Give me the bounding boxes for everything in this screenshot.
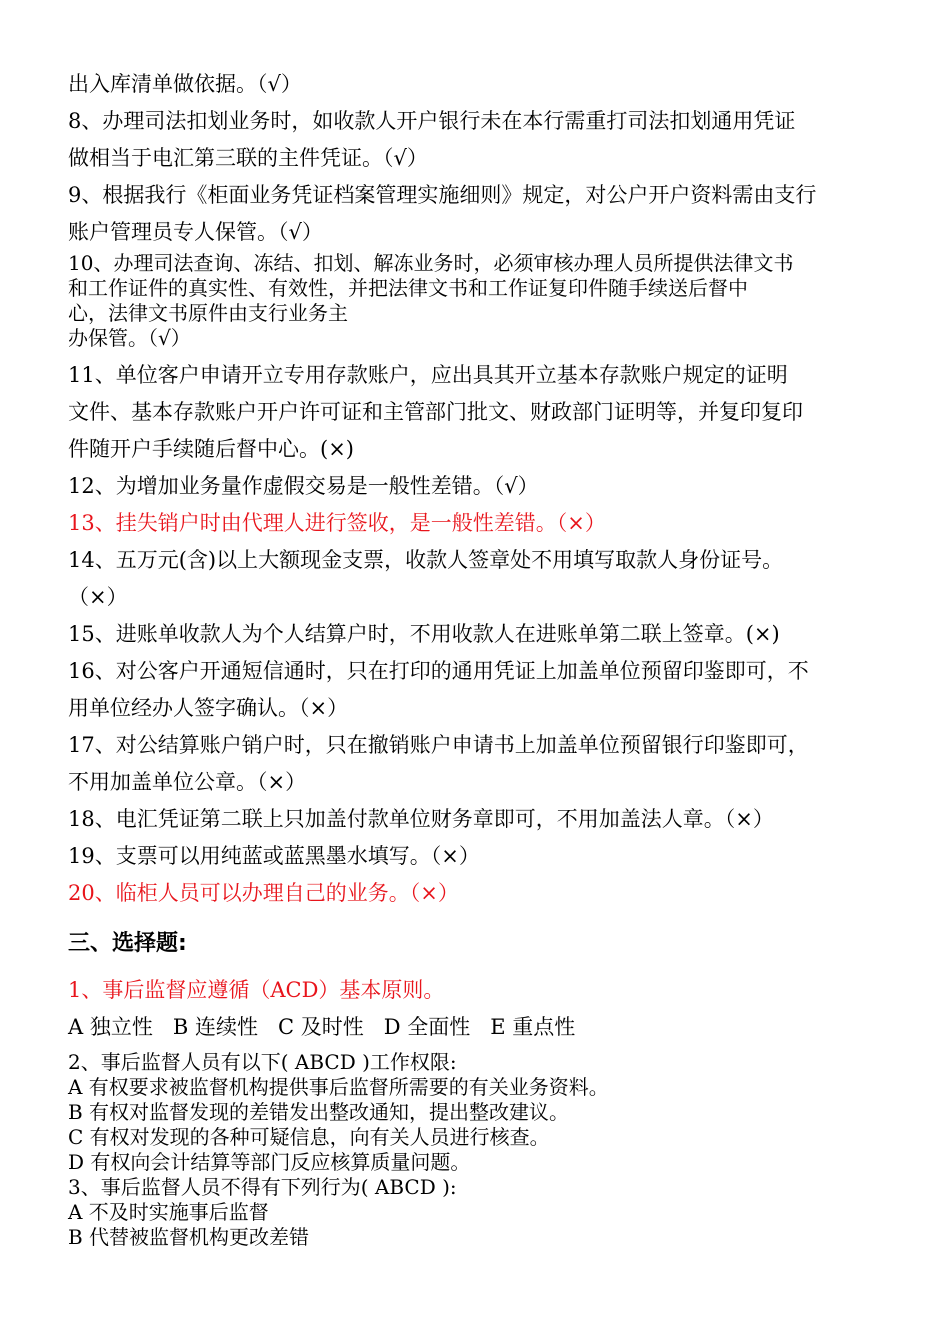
text-line: 17、对公结算账户销户时，只在撤销账户申请书上加盖单位预留银行印鉴即可， (68, 733, 809, 757)
text-line: A 有权要求被监督机构提供事后监督所需要的有关业务资料。 (68, 1075, 609, 1099)
text-line: 12、为增加业务量作虚假交易是一般性差错。（√） (68, 474, 539, 498)
text-line: 10、办理司法查询、冻结、扣划、解冻业务时，必须审核办理人员所提供法律文书 (68, 251, 794, 275)
question-1: 1、事后监督应遵循（ACD）基本原则。 (68, 978, 445, 1002)
text-line: 办保管。（√） (68, 326, 191, 350)
text-line: 做相当于电汇第三联的主件凭证。（√） (68, 146, 428, 170)
text-line: 11、单位客户申请开立专用存款账户，应出具其开立基本存款账户规定的证明 (68, 363, 788, 387)
text-line: 18、电汇凭证第二联上只加盖付款单位财务章即可，不用加盖法人章。（×） (68, 807, 774, 831)
text-line: 2、事后监督人员有以下( ABCD )工作权限: (68, 1050, 457, 1074)
text-line: A 不及时实施事后监督 (68, 1200, 269, 1224)
text-line: 心，法律文书原件由支行业务主 (68, 301, 348, 325)
text-line: D 有权向会计结算等部门反应核算质量问题。 (68, 1150, 471, 1174)
text-line: 8、办理司法扣划业务时，如收款人开户银行未在本行需重打司法扣划通用凭证 (68, 109, 796, 133)
question-1-options: A 独立性 B 连续性 C 及时性 D 全面性 E 重点性 (68, 1015, 576, 1039)
text-line: 13、挂失销户时由代理人进行签收，是一般性差错。（×） (68, 511, 606, 535)
text-line: 和工作证件的真实性、有效性，并把法律文书和工作证复印件随手续送后督中 (68, 276, 748, 300)
item-10 (68, 251, 888, 351)
questions-2-3 (68, 1050, 888, 1250)
text-line: 19、支票可以用纯蓝或蓝黑墨水填写。（×） (68, 844, 480, 868)
text-line: 件随开户手续随后督中心。(×) (68, 437, 354, 461)
text-line: 9、根据我行《柜面业务凭证档案管理实施细则》规定，对公户开户资料需由支行 (68, 183, 817, 207)
text-line: （×） (68, 585, 128, 609)
text-line: 账户管理员专人保管。（√） (68, 220, 323, 244)
true-false-items-part1 (68, 66, 888, 251)
document-page (68, 66, 888, 1250)
text-line: 15、进账单收款人为个人结算户时，不用收款人在进账单第二联上签章。(×) (68, 622, 780, 646)
text-line: C 有权对发现的各种可疑信息，向有关人员进行核查。 (68, 1125, 550, 1149)
text-line: 不用加盖单位公章。（×） (68, 770, 307, 794)
true-false-items-part2 (68, 357, 888, 912)
text-line: 16、对公客户开通短信通时，只在打印的通用凭证上加盖单位预留印鉴即可，不 (68, 659, 809, 683)
text-line: 用单位经办人签字确认。（×） (68, 696, 349, 720)
text-line: 文件、基本存款账户开户许可证和主管部门批文、财政部门证明等，并复印复印 (68, 400, 803, 424)
text-line: B 有权对监督发现的差错发出整改通知，提出整改建议。 (68, 1100, 570, 1124)
section-heading: 三、选择题: (68, 931, 187, 956)
text-line: B 代替被监督机构更改差错 (68, 1225, 310, 1249)
text-line: 20、临柜人员可以办理自己的业务。（×） (68, 881, 459, 905)
text-line: 3、事后监督人员不得有下列行为( ABCD ): (68, 1175, 457, 1199)
text-line: 出入库清单做依据。（√） (68, 72, 302, 96)
text-line: 14、五万元(含)以上大额现金支票，收款人签章处不用填写取款人身份证号。 (68, 548, 784, 572)
